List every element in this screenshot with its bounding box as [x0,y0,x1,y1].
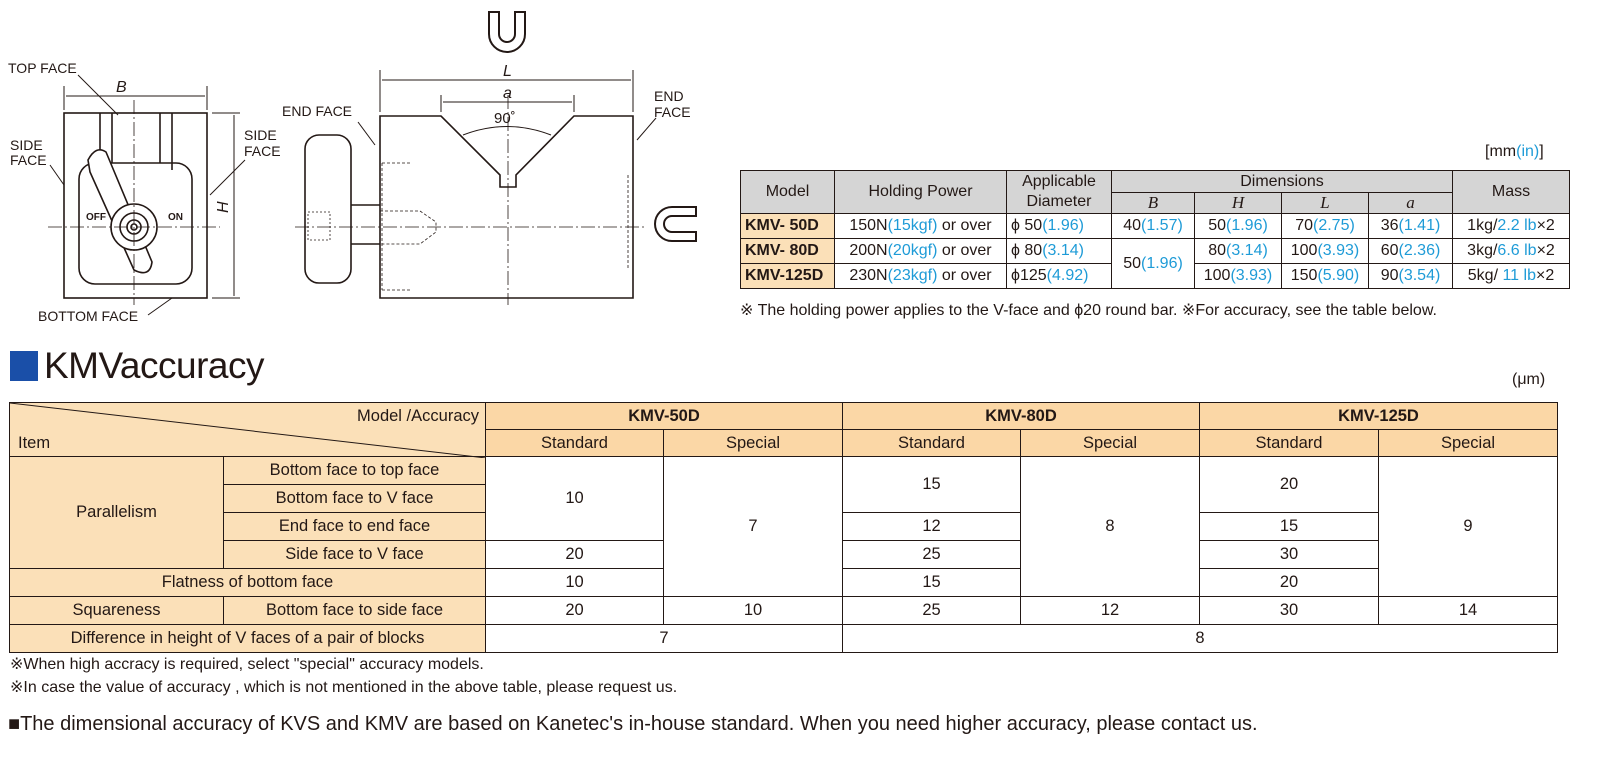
hp-val: 200N [849,242,888,259]
a-val: 36 [1380,217,1399,234]
row-parallelism: Parallelism [10,457,224,569]
dia-in: (1.96) [1042,217,1084,234]
val-k125-side: 30 [1200,541,1379,569]
a-cell [1369,214,1453,239]
b-cell [1112,214,1195,239]
header-item: Item [18,434,51,452]
hp-tail: or over [937,267,992,284]
dia-cell [1007,264,1112,289]
l-val: 70 [1295,217,1313,234]
a-cell [1369,264,1453,289]
dim-l: L [503,63,512,80]
th-model: Model [741,171,835,214]
h-val: 80 [1208,242,1226,259]
header-standard: Standard [843,430,1021,457]
label-side-face-r2: FACE [244,143,281,159]
th-b: B [1112,193,1195,214]
header-kmv-80d: KMV-80D [843,403,1200,430]
l-in: (2.75) [1313,217,1355,234]
footer-note: ■The dimensional accuracy of KVS and KMV are based on Kanetec's in-house standard. When you need higher accuracy, please contact us. [8,713,1258,735]
th-l: L [1282,193,1369,214]
model-cell: KMV- 80D [741,239,835,264]
unit-mm: [mm [1485,143,1517,160]
h-cell [1195,239,1282,264]
hp-val: 150N [849,217,888,234]
h-val: 50 [1208,217,1226,234]
accuracy-title: KMVaccuracy [44,345,264,386]
l-cell [1282,239,1369,264]
dim-angle: 90˚ [494,110,516,127]
header-special: Special [664,430,843,457]
header-diagonal-cell [10,403,486,457]
hp-tail: or over [937,217,992,234]
item-side-v: Side face to V face [224,541,486,569]
spec-row [741,214,1570,239]
a-cell [1369,239,1453,264]
mass-lb: 2.2 lb [1497,217,1537,234]
row-squareness: Squareness [10,597,224,625]
row-height-difference: Difference in height of V faces of a pair of blocks [10,625,486,653]
spec-table [740,170,1570,289]
item-bottom-side: Bottom face to side face [224,597,486,625]
a-in: (1.41) [1398,217,1441,234]
dim-h: H [215,201,232,213]
a-val: 90 [1380,267,1399,284]
b-val: 40 [1123,217,1141,234]
val-k80-spc: 8 [1021,457,1200,597]
l-cell [1282,214,1369,239]
b-in: (1.96) [1141,254,1183,272]
l-val: 100 [1290,242,1318,259]
header-kmv-125d: KMV-125D [1200,403,1558,430]
item-bottom-top: Bottom face to top face [224,457,486,485]
spec-note: ※ The holding power applies to the V-face and ϕ20 round bar. ※For accuracy, see the table below. [740,302,1437,319]
val-k80-sq-std: 25 [843,597,1021,625]
b-in: (1.57) [1141,217,1183,234]
header-kmv-50d: KMV-50D [486,403,843,430]
item-end-end: End face to end face [224,513,486,541]
mass-tail: ×2 [1535,267,1555,284]
mass-val: 3kg/ [1467,242,1498,259]
hp-kgf: (20kgf) [887,242,938,259]
th-h: H [1195,193,1282,214]
val-k80-std: 15 [843,457,1021,513]
dia-val: ϕ 80 [1011,242,1043,259]
dia-in: (4.92) [1046,267,1089,284]
mass-cell [1453,239,1570,264]
label-end-face-r2: FACE [654,104,691,120]
val-k50-sq-std: 20 [486,597,664,625]
item-bottom-v: Bottom face to V face [224,485,486,513]
technical-drawing [0,0,730,340]
header-special: Special [1021,430,1200,457]
label-side-face-2: FACE [10,152,47,168]
val-k80-sq-spc: 12 [1021,597,1200,625]
val-k125-end: 15 [1200,513,1379,541]
row-flatness: Flatness of bottom face [10,569,486,597]
label-off: OFF [86,212,106,223]
label-side-face-r1: SIDE [244,127,277,143]
val-k50-sq-spc: 10 [664,597,843,625]
hp-cell [835,239,1007,264]
dim-b: B [116,79,127,96]
val-diff-80-125: 8 [843,625,1558,653]
val-k125-spc: 9 [1379,457,1558,597]
mass-val: 5kg/ [1467,267,1499,284]
mass-cell [1453,264,1570,289]
val-k50-std: 10 [486,457,664,541]
unit-in: (in) [1516,143,1540,160]
accuracy-note-2: ※In case the value of accuracy , which is not mentioned in the above table, please request us. [10,679,678,696]
dia-val: ϕ 50 [1011,217,1043,234]
a-in: (2.36) [1398,242,1441,259]
h-in: (3.93) [1230,267,1273,284]
th-a: a [1369,193,1453,214]
val-k125-std: 20 [1200,457,1379,513]
l-val: 150 [1290,267,1318,284]
dia-cell [1007,239,1112,264]
label-side-face-1: SIDE [10,137,43,153]
spec-row [741,239,1570,264]
th-diameter: Diameter [1026,193,1092,210]
a-in: (3.54) [1398,267,1441,284]
hp-kgf: (23kgf) [887,267,938,284]
th-dimensions: Dimensions [1112,171,1453,193]
val-k80-flat: 15 [843,569,1021,597]
th-applicable: Applicable [1022,173,1096,190]
accuracy-unit: (μm) [1512,371,1546,388]
th-holding-power: Holding Power [835,171,1007,214]
label-top-face: TOP FACE [8,60,77,76]
header-model-accuracy: Model /Accuracy [357,407,479,425]
unit-close: ] [1539,143,1544,160]
val-k50-side: 20 [486,541,664,569]
h-in: (1.96) [1226,217,1268,234]
spec-unit [1485,143,1544,161]
label-on: ON [168,212,183,223]
val-k125-flat: 20 [1200,569,1379,597]
l-in: (3.93) [1317,242,1360,259]
hp-cell [835,264,1007,289]
th-mass: Mass [1453,171,1570,214]
val-k80-end: 12 [843,513,1021,541]
label-end-face-r1: END [654,88,684,104]
hp-cell [835,214,1007,239]
th-applicable-diameter [1007,171,1112,214]
section-marker-icon [10,351,38,381]
h-cell [1195,264,1282,289]
val-k50-spc: 7 [664,457,843,597]
b-val: 50 [1123,254,1141,272]
hp-val: 230N [849,267,888,284]
val-k80-side: 25 [843,541,1021,569]
dia-in: (3.14) [1042,242,1084,259]
mass-tail: ×2 [1536,217,1555,234]
l-cell [1282,264,1369,289]
hp-kgf: (15kgf) [887,217,938,234]
val-k125-sq-spc: 14 [1379,597,1558,625]
val-diff-50: 7 [486,625,843,653]
header-standard: Standard [1200,430,1379,457]
dia-val: ϕ125 [1011,267,1047,284]
dia-cell [1007,214,1112,239]
mass-val: 1kg/ [1467,217,1498,234]
header-standard: Standard [486,430,664,457]
h-in: (3.14) [1226,242,1268,259]
h-val: 100 [1203,267,1231,284]
val-k125-sq-std: 30 [1200,597,1379,625]
model-cell: KMV-125D [741,264,835,289]
accuracy-note-1: ※When high accracy is required, select "special" accuracy models. [10,656,484,673]
mass-cell [1453,214,1570,239]
model-cell: KMV- 50D [741,214,835,239]
mass-tail: ×2 [1536,242,1555,259]
label-bottom-face: BOTTOM FACE [38,308,139,324]
a-val: 60 [1380,242,1399,259]
h-cell [1195,214,1282,239]
label-end-face: END FACE [282,103,353,119]
accuracy-table [9,402,1558,653]
b-cell [1112,239,1195,289]
mass-lb: 6.6 lb [1497,242,1537,259]
hp-tail: or over [937,242,992,259]
val-k50-flat: 10 [486,569,664,597]
mass-lb: 11 lb [1498,267,1536,284]
header-special: Special [1379,430,1558,457]
l-in: (5.90) [1317,267,1360,284]
dim-a: a [503,85,512,102]
